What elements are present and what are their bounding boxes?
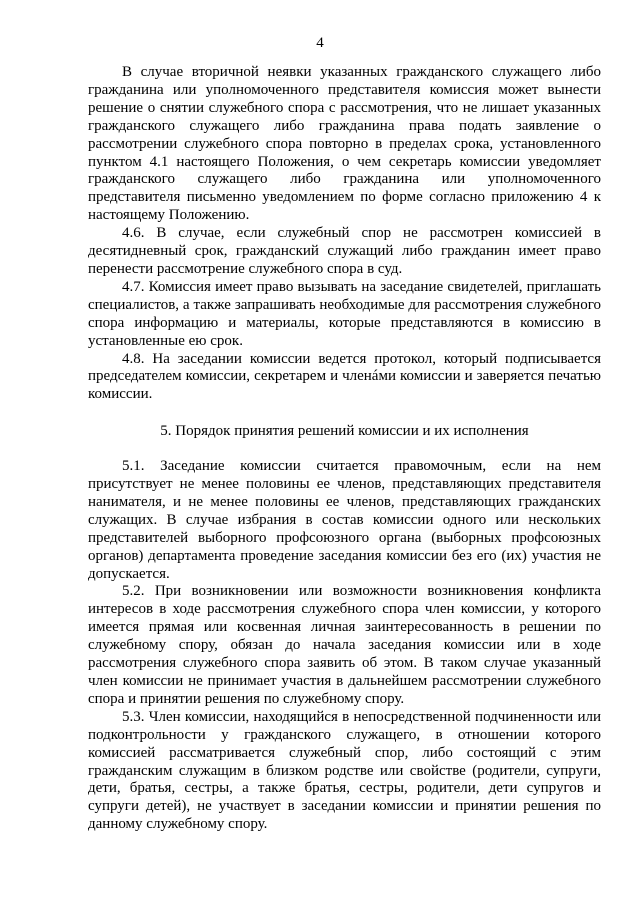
section-heading-5: 5. Порядок принятия решений комиссии и их исполнения: [160, 423, 529, 440]
paragraph-5-2: 5.2. При возникновении или возможности возникновения конфликта интересов в ходе рассмотрения служебного спора член комиссии, у которого имеется прямая или косвенная личная заинтересованность в решении по служебному спору, обязан до начала заседания комиссии или в ходе рассмотрения служебного спора заявить об этом. В таком случае указанный член комиссии не принимает участия в дальнейшем рассмотрении служебного спора и принятии решения по служебному спору.: [88, 583, 601, 707]
document-body: [88, 64, 601, 834]
paragraph-5-1: 5.1. Заседание комиссии считается правомочным, если на нем присутствует не менее половины ее членов, представляющих представителя нанимателя, и не менее половины ее членов, представляющих гражданских служащих. В случае избрания в состав комиссии одного или нескольких представителей выборного профсоюзного органа (выборных профсоюзных органов) департамента проведение заседания комиссии без его (их) участия не допускается.: [88, 458, 601, 582]
paragraph-secondary-absence: В случае вторичной неявки указанных гражданского служащего либо гражданина или уполномоченного представителя комиссия может вынести решение о снятии служебного спора с рассмотрения, что не лишает указанных гражданского служащего либо гражданина права подать заявление о рассмотрении служебного спора повторно в пределах срока, установленного пунктом 4.1 настоящего Положения, о чем секретарь комиссии уведомляет гражданского служащего либо гражданина или уполномоченного представителя письменно уведомлением по форме согласно приложению 4 к настоящему Положению.: [88, 64, 601, 224]
paragraph-4-7: 4.7. Комиссия имеет право вызывать на заседание свидетелей, приглашать специалистов, а также запрашивать необходимые для рассмотрения служебного спора информацию и материалы, которые представляются в комиссию в установленные ею срок.: [88, 278, 601, 349]
page-number: 4: [316, 35, 324, 51]
paragraph-4-8: 4.8. На заседании комиссии ведется протокол, который подписывается председателем комиссии, секретарем и членáми комиссии и заверяется печатью комиссии.: [88, 350, 601, 403]
paragraph-4-6: 4.6. В случае, если служебный спор не рассмотрен комиссией в десятидневный срок, гражданский служащий либо гражданин имеет право перенести рассмотрение служебного спора в суд.: [88, 225, 601, 277]
paragraph-5-3: 5.3. Член комиссии, находящийся в непосредственной подчиненности или подконтрольности у гражданского служащего, в отношении которого комиссией рассматривается служебный спор, либо состоящий с этим гражданским служащим в близком родстве или свойстве (родители, супруги, дети, братья, сестры, а также братья, сестры, родители, дети супругов и супруги детей), не участвует в заседании комиссии и принятии решения по данному служебному спору.: [88, 708, 601, 833]
